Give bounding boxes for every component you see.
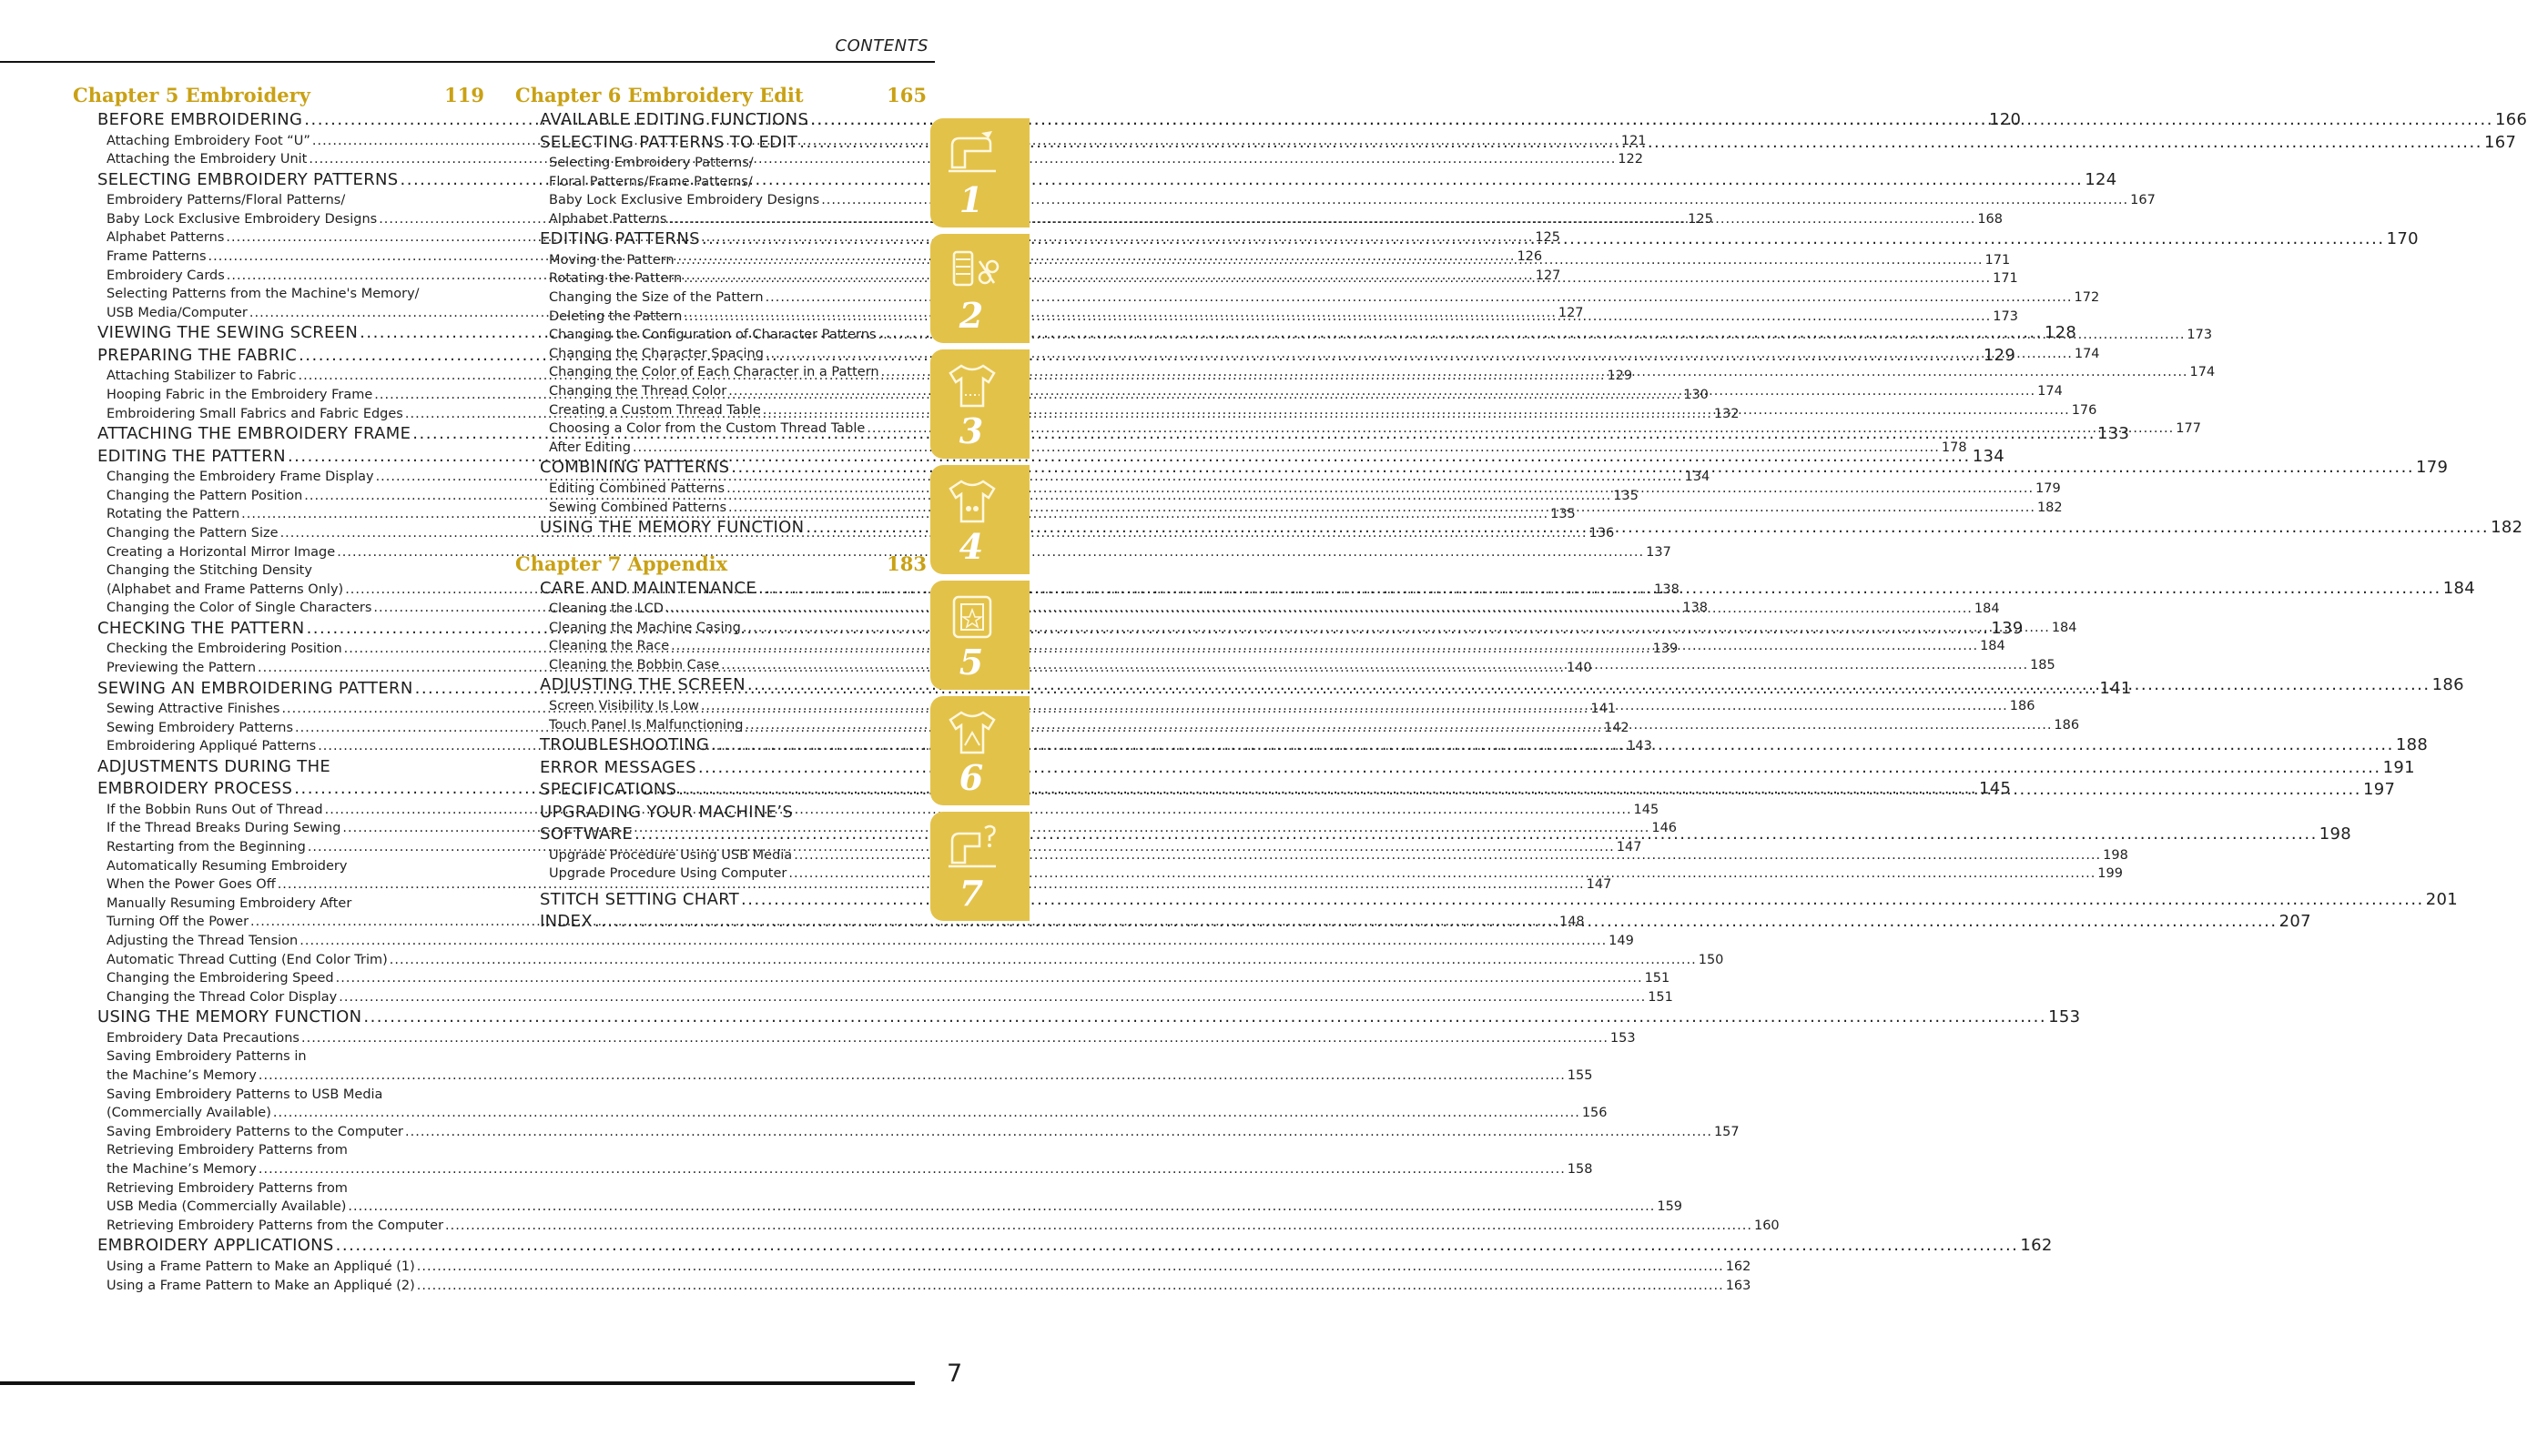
toc-page-number: 167: [2483, 132, 2517, 152]
toc-page-number: 145: [1979, 779, 2012, 799]
toc-page-number: 184: [1980, 639, 2005, 654]
sewing-machine-question-icon: [943, 821, 1001, 875]
toc-page-number: 135: [1550, 507, 1576, 522]
dot-leader: [336, 1235, 2019, 1258]
dot-leader: [299, 932, 1607, 951]
toc-page-number: 166: [2494, 110, 2527, 129]
toc-entry-title: Deleting the Pattern: [549, 308, 683, 324]
toc-entry-title: Cleaning the LCD: [549, 602, 664, 617]
thread-spool-scissors-icon: [943, 243, 1001, 298]
dot-leader: [348, 1198, 1655, 1217]
toc-page-number: 149: [1609, 934, 1634, 948]
toc-entry-title: Changing the Size of the Pattern: [549, 290, 764, 306]
toc-entry-title: Creating a Custom Thread Table: [549, 402, 761, 418]
toc-entry-title: Alphabet Patterns: [107, 230, 225, 246]
chapter-tab-number: 2: [959, 295, 984, 336]
toc-page-number: 121: [1620, 133, 1647, 148]
toc-entry-title: USING THE MEMORY FUNCTION: [540, 518, 805, 538]
dot-leader: [701, 697, 2008, 716]
chapter-tab-number: 3: [959, 410, 984, 451]
toc-section[interactable]: [515, 757, 2415, 780]
dot-leader: [728, 382, 2035, 401]
toc-entry-title: PREPARING THE FABRIC: [97, 345, 298, 365]
toc-page-number: 125: [1535, 230, 1560, 246]
toc-entry-title: USING THE MEMORY FUNCTION: [97, 1007, 362, 1027]
toc-page-number: 138: [1682, 601, 1709, 616]
toc-subsection[interactable]: [515, 288, 2100, 308]
toc-page-number: 184: [1974, 602, 2000, 617]
toc-page-number: 207: [2278, 912, 2311, 932]
dot-leader: [721, 656, 2028, 675]
toc-entry-title: CARE AND MAINTENANCE: [540, 578, 757, 598]
toc-page-number: 130: [1683, 387, 1709, 402]
toc-page-number: 162: [2020, 1236, 2053, 1256]
toc-entry-title: Restarting from the Beginning: [107, 840, 306, 855]
toc-entry-title: Rotating the Pattern: [549, 271, 683, 287]
toc-page-number: 147: [1616, 840, 1642, 855]
toc-entry-title: Attaching Embroidery Foot “U”: [107, 133, 310, 148]
toc-section[interactable]: [73, 1235, 2053, 1258]
toc-page-number: 168: [1977, 211, 2003, 227]
toc-entry-title: Turning Off the Power: [107, 915, 249, 930]
dot-leader: [273, 1104, 1580, 1123]
toc-entry-title: ERROR MESSAGES: [540, 757, 696, 777]
toc-entry-title: Chapter 5 Embroidery: [73, 84, 310, 106]
toc-page-number: 125: [1688, 211, 1713, 227]
toc-entry-continued: Retrieving Embroidery Patterns from: [107, 1143, 348, 1158]
toc-entry-title: Embroidery Cards: [107, 268, 225, 283]
toc-subsection[interactable]: [73, 1217, 1780, 1236]
chapter-tab-number: 4: [959, 526, 984, 567]
toc-page-number: 173: [1993, 308, 2018, 324]
toc-page-number: 155: [1567, 1068, 1593, 1084]
toc-entry-title: Embroidering Appliqué Patterns: [107, 739, 317, 754]
toc-entry-title: Using a Frame Pattern to Make an Appliqué (2): [107, 1278, 415, 1293]
toc-entry-title: If the Bobbin Runs Out of Thread: [107, 802, 323, 817]
toc-entry-continued: Retrieving Embroidery Patterns from: [107, 1180, 348, 1196]
toc-entry-continued: Saving Embroidery Patterns to USB Media: [107, 1087, 383, 1102]
dot-leader: [634, 824, 2318, 846]
toc-entry-title: Upgrade Procedure Using Computer: [549, 866, 787, 882]
toc-page-number: 188: [2395, 735, 2429, 755]
toc-subsection[interactable]: [73, 1123, 1740, 1142]
chapter-tab-number: 5: [959, 642, 984, 682]
toc-page-number: 182: [2036, 500, 2063, 515]
toc-entry-title: Editing Combined Patterns: [549, 480, 726, 496]
dot-leader: [881, 363, 2188, 382]
header-title: CONTENTS: [835, 36, 929, 56]
toc-page-number: 150: [1698, 952, 1724, 967]
chapter-tab-6[interactable]: [930, 696, 1030, 805]
toc-page-number: 172: [2074, 290, 2100, 306]
toc-entry-continued: Selecting Embroidery Patterns/: [549, 156, 754, 170]
chapter-heading[interactable]: [515, 82, 927, 109]
toc-subsection[interactable]: [73, 543, 1671, 562]
chapter-heading[interactable]: [73, 82, 484, 109]
toc-entry-title: Chapter 6 Embroidery Edit: [515, 84, 804, 106]
toc-entry-title: Cleaning the Machine Casing: [549, 620, 741, 635]
toc-entry-title: EMBROIDERY PROCESS: [97, 779, 293, 799]
toc-entry-title: EDITING PATTERNS: [540, 229, 700, 249]
toc-entry-title: Cleaning the Race: [549, 639, 670, 654]
toc-page-number: 127: [1535, 268, 1561, 283]
toc-page-number: 124: [2085, 169, 2117, 189]
toc-page-number: 167: [2130, 193, 2156, 208]
toc-entry-title: SELECTING EMBROIDERY PATTERNS: [97, 169, 399, 189]
toc-entry-title: Changing the Embroidering Speed: [107, 971, 334, 986]
dot-leader: [339, 988, 1646, 1007]
toc-entry-title: BEFORE EMBROIDERING: [97, 110, 303, 129]
dot-leader: [259, 1067, 1566, 1086]
toc-subsection[interactable]: [73, 969, 1670, 988]
toc-entry-title: Previewing the Pattern: [107, 660, 257, 675]
toc-entry-title: USB Media/Computer: [107, 305, 248, 320]
toc-section[interactable]: [73, 1006, 2081, 1029]
toc-page-number: 133: [2097, 424, 2130, 444]
toc-entry-continued: UPGRADING YOUR MACHINE’S: [540, 802, 794, 822]
dot-leader: [684, 269, 1991, 288]
embroidery-frame-icon: [943, 590, 1001, 644]
toc-page-number: 141: [2099, 678, 2132, 698]
chapter-tab-3[interactable]: [930, 349, 1030, 459]
toc-entry-title: Baby Lock Exclusive Embroidery Designs: [107, 211, 378, 227]
chapter-tab-2[interactable]: [930, 234, 1030, 343]
shirt-stitch-icon: [943, 359, 1001, 413]
toc-page-number: 153: [2048, 1007, 2081, 1027]
chapter-tab-number: 6: [959, 757, 984, 798]
toc-page-number: 165: [887, 84, 927, 106]
toc-page-number: 159: [1657, 1199, 1683, 1215]
toc-page-number: 142: [1603, 720, 1629, 735]
toc-subsection[interactable]: [73, 1029, 1636, 1048]
toc-subsection[interactable]: [73, 1198, 1683, 1217]
toc-page-number: 186: [2054, 717, 2080, 733]
toc-page-number: 186: [2009, 698, 2035, 713]
dot-leader: [867, 420, 2174, 439]
toc-entry-continued: Embroidery Patterns/Floral Patterns/: [107, 193, 346, 208]
toc-entry-title: EDITING THE PATTERN: [97, 446, 286, 466]
chapter-tab-7[interactable]: [930, 812, 1030, 921]
toc-entry-title: Sewing Attractive Finishes: [107, 702, 280, 717]
toc-entry-title: Retrieving Embroidery Patterns from the Computer: [107, 1218, 444, 1233]
toc-subsection[interactable]: [73, 932, 1634, 951]
toc-page-number: 151: [1648, 989, 1673, 1005]
toc-page-number: 128: [2044, 323, 2077, 343]
dot-leader: [594, 911, 2278, 934]
toc-page-number: 137: [1646, 544, 1671, 560]
toc-page-number: 183: [887, 551, 927, 575]
toc-entry-title: Checking the Embroidering Position: [107, 642, 342, 657]
toc-entry-title: COMBINING PATTERNS: [540, 458, 730, 478]
header-rule: [0, 61, 935, 63]
toc-entry-continued: Manually Resuming Embroidery After: [107, 895, 352, 911]
toc-page-number: 129: [1607, 369, 1633, 384]
toc-subsection[interactable]: [73, 1258, 1751, 1277]
toc-entry-title: Touch Panel Is Malfunctioning: [549, 717, 744, 733]
toc-page-number: 135: [1613, 488, 1639, 503]
toc-page-number: 186: [2431, 675, 2464, 695]
toc-entry-title: Changing the Configuration of Character Patterns: [549, 328, 877, 343]
toc-page-number: 145: [1633, 802, 1659, 817]
shirt-edit-icon: [943, 705, 1001, 760]
toc-entry-title: After Editing: [549, 440, 631, 455]
toc-page-number: 179: [2416, 458, 2449, 478]
toc-page-number: 151: [1644, 971, 1670, 986]
toc-entry-title: the Machine’s Memory: [107, 1162, 257, 1178]
toc-page-number: 147: [1586, 877, 1612, 893]
dot-leader: [728, 499, 2035, 518]
toc-subsection[interactable]: [73, 875, 1612, 895]
toc-entry-continued: Floral Patterns/Frame Patterns/: [549, 174, 753, 189]
toc-entry-title: ATTACHING THE EMBROIDERY FRAME: [97, 424, 411, 444]
toc-entry-title: Upgrade Procedure Using USB Media: [549, 847, 793, 863]
toc-page-number: 120: [1989, 110, 2022, 129]
toc-page-number: 199: [2097, 866, 2123, 882]
toc-entry-title: Attaching Stabilizer to Fabric: [107, 369, 297, 384]
toc-entry-title: Alphabet Patterns: [549, 211, 667, 227]
dot-leader: [668, 210, 1975, 229]
toc-entry-title: SOFTWARE: [540, 824, 634, 844]
toc-subsection[interactable]: [73, 951, 1724, 970]
toc-entry-title: (Commercially Available): [107, 1106, 271, 1121]
dot-leader: [390, 951, 1697, 970]
toc-entry-continued: Selecting Patterns from the Machine's Memory/: [107, 287, 420, 302]
chapter-tab-4[interactable]: [930, 465, 1030, 574]
toc-page-number: 170: [2386, 229, 2419, 249]
toc-page-number: 174: [2037, 384, 2063, 399]
dot-leader: [417, 1277, 1724, 1296]
toc-entry-title: AVAILABLE EDITING FUNCTIONS: [540, 110, 809, 129]
toc-page-number: 139: [1991, 618, 2024, 638]
toc-entry-continued: Changing the Stitching Density: [107, 563, 312, 579]
toc-entry-title: Using a Frame Pattern to Make an Appliqué (1): [107, 1259, 415, 1274]
toc-entry-title: Changing the Pattern Position: [107, 488, 303, 503]
toc-subsection[interactable]: [515, 864, 2123, 884]
toc-page-number: 160: [1753, 1218, 1780, 1233]
toc-entry-title: TROUBLESHOOTING: [540, 735, 710, 755]
toc-entry-continued: ADJUSTMENTS DURING THE: [97, 756, 331, 776]
toc-page-number: 171: [1984, 252, 2011, 268]
toc-subsection[interactable]: [73, 1104, 1608, 1123]
toc-entry-title: Changing the Embroidery Frame Display: [107, 470, 374, 485]
toc-entry-title: Chapter 7 Appendix: [515, 551, 728, 575]
toc-entry-title: Baby Lock Exclusive Embroidery Designs: [549, 193, 820, 208]
toc-entry-title: Saving Embroidery Patterns to the Computer: [107, 1124, 403, 1139]
toc-entry-title: Sewing Embroidery Patterns: [107, 720, 294, 735]
toc-entry-title: Attaching the Embroidery Unit: [107, 152, 308, 167]
toc-page-number: 134: [1972, 446, 2004, 466]
toc-page-number: 191: [2382, 757, 2415, 777]
toc-entry-title: the Machine’s Memory: [107, 1068, 257, 1084]
toc-entry-title: Screen Visibility Is Low: [549, 698, 699, 713]
toc-page-number: 146: [1651, 821, 1678, 836]
toc-entry-title: Changing the Character Spacing: [549, 346, 764, 361]
toc-page-number: 138: [1654, 581, 1680, 597]
toc-page-number: 153: [1609, 1030, 1636, 1046]
chapter-tab-5[interactable]: [930, 581, 1030, 690]
dot-leader: [633, 439, 1940, 458]
toc-entry-title: Moving the Pattern: [549, 252, 675, 268]
footer-rule: [0, 1381, 915, 1385]
dot-leader: [336, 969, 1643, 988]
dot-leader: [806, 517, 2489, 540]
toc-subsection[interactable]: [73, 1277, 1751, 1296]
toc-subsection[interactable]: [73, 988, 1673, 1007]
toc-page-number: 163: [1725, 1278, 1751, 1293]
toc-entry-title: Embroidery Data Precautions: [107, 1030, 299, 1046]
toc-entry-title: STITCH SETTING CHART: [540, 889, 740, 909]
toc-entry-title: Hooping Fabric in the Embroidery Frame: [107, 387, 373, 402]
toc-page-number: 162: [1725, 1259, 1751, 1274]
toc-page-number: 184: [2442, 578, 2476, 598]
toc-entry-title: Changing the Thread Color Display: [107, 989, 338, 1005]
dot-leader: [878, 326, 2185, 345]
toc-page-number: 158: [1567, 1162, 1593, 1178]
toc-page-number: 126: [1517, 248, 1543, 264]
toc-entry-title: INDEX: [540, 912, 593, 932]
toc-entry-title: Choosing a Color from the Custom Thread Table: [549, 421, 866, 437]
toc-entry-title: Adjusting the Thread Tension: [107, 934, 299, 948]
toc-entry-title: SPECIFICATIONS: [540, 780, 677, 800]
toc-page-number: 136: [1588, 525, 1615, 541]
chapter-tab-number: 7: [959, 873, 984, 914]
toc-page-number: 185: [2030, 657, 2055, 672]
shirt-abc-icon: [943, 474, 1001, 529]
dot-leader: [405, 1123, 1712, 1142]
toc-entry-title: SELECTING PATTERNS TO EDIT: [540, 132, 798, 152]
toc-page-number: 177: [2176, 421, 2201, 437]
chapter-tab-number: 1: [959, 179, 984, 220]
chapter-tab-1[interactable]: [930, 118, 1030, 228]
toc-page-number: 176: [2071, 402, 2097, 418]
toc-page-number: 127: [1558, 305, 1584, 320]
toc-entry-title: Sewing Combined Patterns: [549, 500, 727, 515]
toc-page-number: 179: [2035, 480, 2061, 496]
toc-page-number: 143: [1627, 739, 1652, 754]
toc-subsection[interactable]: [515, 439, 1967, 458]
toc-page-number: 182: [2491, 518, 2523, 538]
toc-entry-title: EMBROIDERY APPLICATIONS: [97, 1236, 334, 1256]
toc-page-number: 174: [2189, 365, 2216, 380]
toc-entry-title: When the Power Goes Off: [107, 877, 276, 893]
toc-subsection[interactable]: [515, 191, 2156, 210]
toc-page-number: 198: [2103, 847, 2128, 863]
dot-leader: [445, 1217, 1752, 1236]
dot-leader: [259, 1160, 1566, 1179]
toc-page-number: 132: [1713, 406, 1740, 421]
toc-entry-title: Changing the Color of Single Characters: [107, 601, 372, 616]
toc-page-number: 198: [2319, 824, 2352, 844]
dot-leader: [799, 132, 2482, 155]
toc-page-number: 139: [1652, 642, 1679, 657]
toc-entry-title: USB Media (Commercially Available): [107, 1199, 347, 1215]
toc-entry-title: ADJUSTING THE SCREEN: [540, 675, 746, 695]
dot-leader: [676, 251, 1984, 270]
toc-page-number: 173: [2187, 328, 2213, 343]
page-number: 7: [947, 1360, 963, 1388]
toc-page-number: 178: [1941, 440, 1967, 455]
toc-entry-title: Cleaning the Bobbin Case: [549, 657, 720, 672]
toc-page-number: 157: [1713, 1124, 1740, 1139]
dot-leader: [417, 1258, 1724, 1277]
toc-entry-title: (Alphabet and Frame Patterns Only): [107, 581, 344, 597]
toc-page-number: 148: [1558, 915, 1585, 930]
toc-section[interactable]: [515, 889, 2459, 912]
toc-entry-title: Creating a Horizontal Mirror Image: [107, 544, 336, 560]
toc-entry-title: CHECKING THE PATTERN: [97, 618, 305, 638]
toc-entry-continued: Automatically Resuming Embroidery: [107, 858, 348, 874]
toc-entry-title: Changing the Pattern Size: [107, 525, 279, 541]
dot-leader: [301, 1029, 1609, 1048]
chapter-tabs: [930, 118, 1030, 927]
toc-page-number: 140: [1566, 660, 1592, 675]
chapter-heading[interactable]: [515, 551, 927, 578]
toc-page-number: 156: [1581, 1106, 1608, 1121]
toc-entry-title: VIEWING THE SEWING SCREEN: [97, 323, 359, 343]
toc-subsection[interactable]: [73, 1067, 1593, 1086]
toc-subsection[interactable]: [73, 1160, 1593, 1179]
toc-page-number: 119: [444, 84, 484, 106]
toc-page-number: 122: [1618, 152, 1643, 167]
dot-leader: [684, 308, 1991, 327]
toc-entry-title: Embroidering Small Fabrics and Fabric Edges: [107, 406, 403, 421]
dot-leader: [363, 1006, 2046, 1029]
toc-page-number: 141: [1590, 702, 1617, 717]
dot-leader: [810, 109, 2493, 132]
toc-entry-title: Rotating the Pattern: [107, 507, 240, 522]
toc-entry-title: Changing the Thread Color: [549, 384, 727, 399]
toc-page-number: 134: [1684, 470, 1710, 485]
toc-entry-title: Frame Patterns: [107, 248, 207, 264]
toc-entry-title: Automatic Thread Cutting (End Color Trim): [107, 952, 388, 967]
toc-entry-continued: Saving Embroidery Patterns in: [107, 1049, 307, 1065]
toc-page-number: 201: [2425, 889, 2459, 909]
dot-leader: [671, 637, 1978, 656]
dot-leader: [665, 600, 1973, 619]
toc-page-number: 171: [1993, 271, 2018, 287]
toc-page-number: 174: [2074, 346, 2100, 361]
toc-page-number: 129: [1983, 345, 2016, 365]
toc-entry-title: Changing the Color of Each Character in a Pattern: [549, 365, 879, 380]
dot-leader: [726, 480, 2034, 499]
toc-page-number: 197: [2363, 780, 2396, 800]
toc-entry-title: If the Thread Breaks During Sewing: [107, 821, 341, 836]
toc-page-number: 184: [2051, 620, 2077, 635]
sewing-machine-icon: [943, 127, 1001, 182]
toc-entry-title: SEWING AN EMBROIDERING PATTERN: [97, 678, 413, 698]
